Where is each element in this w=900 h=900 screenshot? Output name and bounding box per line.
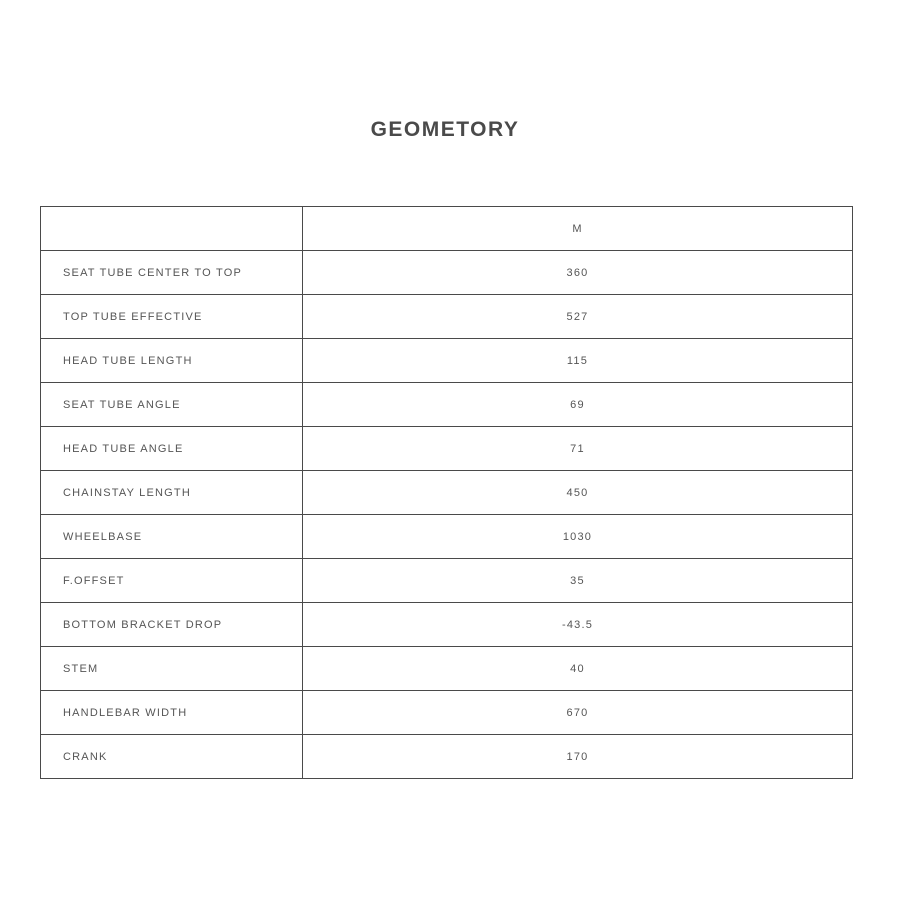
page-title: GEOMETORY [370, 118, 520, 141]
table-row [41, 295, 853, 339]
table-row [41, 647, 853, 691]
row-label: SEAT TUBE ANGLE [41, 383, 303, 427]
table-row [41, 471, 853, 515]
row-label: HANDLEBAR WIDTH [41, 691, 303, 735]
row-label: F.OFFSET [41, 559, 303, 603]
table-row [41, 339, 853, 383]
header-row [41, 207, 853, 251]
row-value: 115 [303, 339, 853, 383]
table-header [41, 207, 853, 251]
row-label: BOTTOM BRACKET DROP [41, 603, 303, 647]
row-label: STEM [41, 647, 303, 691]
table-row [41, 383, 853, 427]
row-label: HEAD TUBE LENGTH [41, 339, 303, 383]
row-label: WHEELBASE [41, 515, 303, 559]
row-value: 450 [303, 471, 853, 515]
row-value: -43.5 [303, 603, 853, 647]
table-row [41, 559, 853, 603]
table-row [41, 603, 853, 647]
table-row [41, 515, 853, 559]
row-value: 527 [303, 295, 853, 339]
table-body [41, 251, 853, 779]
table-row [41, 735, 853, 779]
geometry-table [40, 206, 853, 779]
row-value: 71 [303, 427, 853, 471]
row-label: CHAINSTAY LENGTH [41, 471, 303, 515]
table-row [41, 691, 853, 735]
row-label: SEAT TUBE CENTER TO TOP [41, 251, 303, 295]
table-row [41, 251, 853, 295]
row-value: 360 [303, 251, 853, 295]
size-header-cell: M [303, 207, 853, 251]
header-corner-cell [41, 207, 303, 251]
row-label: HEAD TUBE ANGLE [41, 427, 303, 471]
row-value: 670 [303, 691, 853, 735]
row-value: 170 [303, 735, 853, 779]
row-value: 69 [303, 383, 853, 427]
row-value: 1030 [303, 515, 853, 559]
row-label: CRANK [41, 735, 303, 779]
row-value: 35 [303, 559, 853, 603]
row-label: TOP TUBE EFFECTIVE [41, 295, 303, 339]
table-row [41, 427, 853, 471]
row-value: 40 [303, 647, 853, 691]
